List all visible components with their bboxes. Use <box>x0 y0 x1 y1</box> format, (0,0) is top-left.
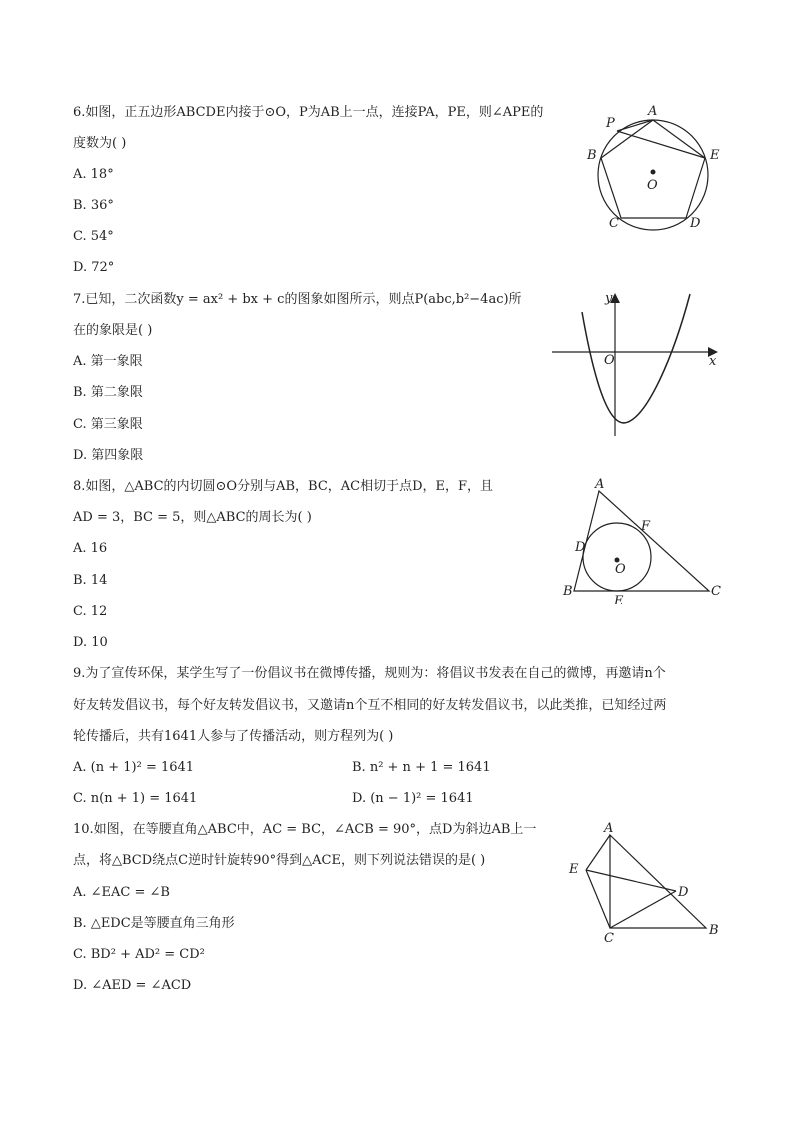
question-7-line-1: 7.已知，二次函数y = ax² + bx + c的图象如图所示，则点P(abc,b²−4ac)所 <box>73 292 522 307</box>
option-b: B. 36° <box>73 198 114 213</box>
circle-o <box>598 120 708 230</box>
segment-ec <box>586 870 610 928</box>
label-y: y <box>605 291 613 306</box>
option-a: A. 第一象限 <box>73 354 143 369</box>
option-d: D. 第四象限 <box>73 448 144 463</box>
label-d: D <box>678 885 689 900</box>
label-d: D <box>690 216 701 231</box>
parabola-curve <box>582 294 690 423</box>
question-9-line-2: 好友转发倡议书，每个好友转发倡议书，又邀请n个互不相同的好友转发倡议书，以此类推，已知经过两 <box>73 698 667 713</box>
segment-ed <box>586 870 676 891</box>
option-b: B. △EDC是等腰直角三角形 <box>73 916 235 931</box>
segment-pe <box>617 131 705 158</box>
label-c: C <box>711 584 721 599</box>
pentagon-abcde <box>601 120 705 218</box>
label-a: A <box>595 477 605 492</box>
label-b: B <box>587 148 597 163</box>
option-b: B. 第二象限 <box>73 385 143 400</box>
question-9-line-3: 轮传播后，共有1641人参与了传播活动，则方程列为( ) <box>73 729 394 744</box>
parabola-figure <box>548 290 728 440</box>
label-b: B <box>563 584 573 599</box>
question-10-line-2: 点，将△BCD绕点C逆时针旋转90°得到△ACE，则下列说法错误的是( ) <box>73 853 486 868</box>
option-d: D. ∠AED = ∠ACD <box>73 978 192 993</box>
option-a: A. 18° <box>73 167 114 182</box>
option-a: A. ∠EAC = ∠B <box>73 885 170 900</box>
question-7-line-2: 在的象限是( ) <box>73 323 153 338</box>
option-a: A. (n + 1)² = 1641 <box>73 760 195 775</box>
question-6-line-1: 6.如图，正五边形ABCDE内接于⊙O，P为AB上一点，连接PA，PE，则∠APE的 <box>73 105 544 120</box>
option-d: D. 72° <box>73 260 115 275</box>
option-d: D. 10 <box>73 635 108 650</box>
option-c: C. 第三象限 <box>73 417 143 432</box>
question-10-line-1: 10.如图，在等腰直角△ABC中，AC = BC，∠ACB = 90°，点D为斜边AB上一 <box>73 822 537 837</box>
question-6-line-2: 度数为( ) <box>73 136 127 151</box>
rotation-triangle-figure <box>560 818 735 948</box>
incircle-triangle-figure <box>555 474 730 604</box>
option-b: B. 14 <box>73 573 108 588</box>
center-dot <box>651 170 656 175</box>
label-f: F <box>641 519 651 534</box>
option-c: C. 54° <box>73 229 114 244</box>
label-o: O <box>647 178 658 193</box>
triangle-abc <box>574 491 709 591</box>
label-d: D <box>575 540 586 555</box>
label-c: C <box>604 931 614 946</box>
label-e: E <box>569 862 579 877</box>
label-a: A <box>604 821 614 836</box>
label-e: E <box>614 594 624 604</box>
segment-ea <box>586 835 610 870</box>
label-a: A <box>648 104 658 119</box>
segment-pa <box>617 120 653 131</box>
option-c: C. n(n + 1) = 1641 <box>73 791 198 806</box>
segment-cd <box>610 891 676 928</box>
label-p: P <box>606 116 615 131</box>
option-d: D. (n − 1)² = 1641 <box>352 791 474 806</box>
label-b: B <box>709 923 719 938</box>
label-c: C <box>609 216 619 231</box>
question-9-line-1: 9.为了宣传环保，某学生写了一份倡议书在微博传播，规则为：将倡议书发表在自己的微博，再邀请n个 <box>73 666 666 681</box>
label-o: O <box>615 562 626 577</box>
option-b: B. n² + n + 1 = 1641 <box>352 760 491 775</box>
question-8-line-1: 8.如图，△ABC的内切圆⊙O分别与AB，BC，AC相切于点D，E，F，且 <box>73 479 494 494</box>
pentagon-circle-figure <box>580 98 730 238</box>
option-c: C. 12 <box>73 604 108 619</box>
label-x: x <box>709 354 717 369</box>
label-e: E <box>710 148 720 163</box>
question-8-line-2: AD = 3，BC = 5，则△ABC的周长为( ) <box>73 510 312 525</box>
triangle-abc <box>610 835 706 928</box>
label-o: O <box>604 353 615 368</box>
option-a: A. 16 <box>73 541 108 556</box>
option-c: C. BD² + AD² = CD² <box>73 947 205 962</box>
